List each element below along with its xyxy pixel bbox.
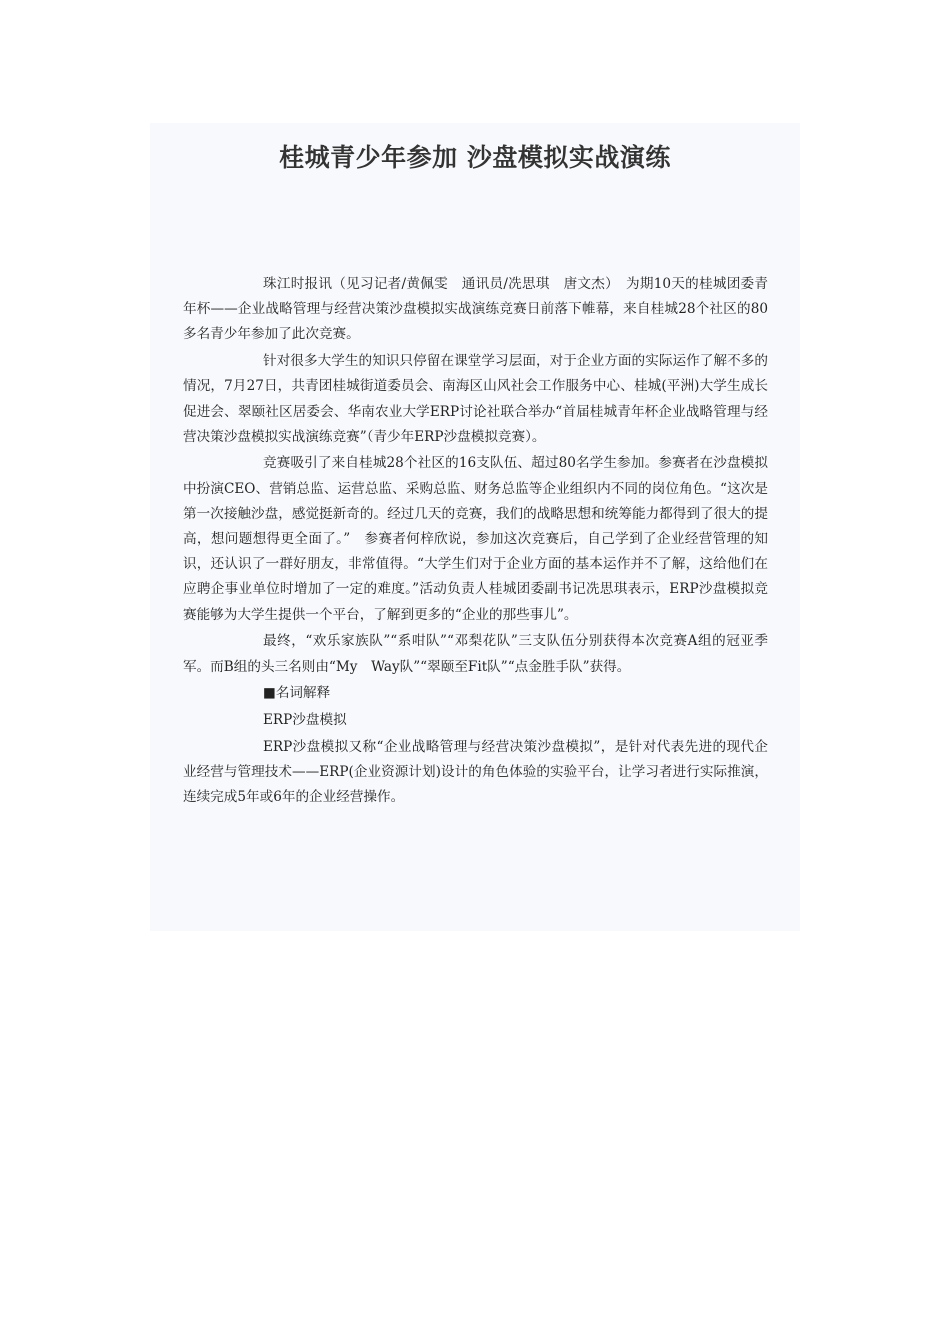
glossary-term: ERP沙盘模拟 xyxy=(263,711,347,728)
lead-paragraph: 珠江时报讯（见习记者/黄佩雯 通讯员/冼思琪 唐文杰） 为期10天的桂城团委青年杯——企业战略管理与经营决策沙盘模拟实战演练竞赛日前落下帷幕，来自桂城28个社区的80多名青少年参加了此次竞赛。 xyxy=(183,276,768,343)
glossary-definition: ERP沙盘模拟又称“企业战略管理与经营决策沙盘模拟”，是针对代表先进的现代企业经营与管理技术——ERP(企业资源计划)设计的角色体验的实验平台，让学习者进行实际推演，连续完成5年或6年的企业经营操作。 xyxy=(183,738,768,806)
competition-paragraph: 竞赛吸引了来自桂城28个社区的16支队伍、超过80名学生参加。参赛者在沙盘模拟中扮演CEO、营销总监、运营总监、采购总监、财务总监等企业组织内不同的岗位角色。“这次是第一次接触沙盘，感觉挺新奇的。经过几天的竞赛，我们的战略思想和统筹能力都得到了很大的提高，想问题想得更全面了。” 参赛者何梓欣说，参加这次竞赛后，自己学到了企业经营管理的知识，还认识了一群好朋友，非常值得。“大学生们对于企业方面的基本运作并不了解，这给他们在应聘企事业单位时增加了一定的难度。”活动负责人桂城团委副书记冼思琪表示，ERP沙盘模拟竞赛能够为大学生提供一个平台，了解到更多的“企业的那些事儿”。 xyxy=(183,455,768,623)
glossary-heading: ■名词解释 xyxy=(263,685,331,702)
results-paragraph: 最终，“欢乐家族队”“系咁队”“邓梨花队”三支队伍分别获得本次竞赛A组的冠亚季军。而B组的头三名则由“My Way队”“翠颐至Fit队”“点金胜手队”获得。 xyxy=(183,633,768,675)
article-title: 桂城青少年参加 沙盘模拟实战演练 xyxy=(279,143,671,172)
article-body xyxy=(183,272,768,812)
background-paragraph: 针对很多大学生的知识只停留在课堂学习层面，对于企业方面的实际运作了解不多的情况，7月27日，共青团桂城街道委员会、南海区山风社会工作服务中心、桂城(平洲)大学生成长促进会、翠颐社区居委会、华南农业大学ERP讨论社联合举办“首届桂城青年杯企业战略管理与经营决策沙盘模拟实战演练竞赛”（青少年ERP沙盘模拟竞赛）。 xyxy=(183,353,768,445)
